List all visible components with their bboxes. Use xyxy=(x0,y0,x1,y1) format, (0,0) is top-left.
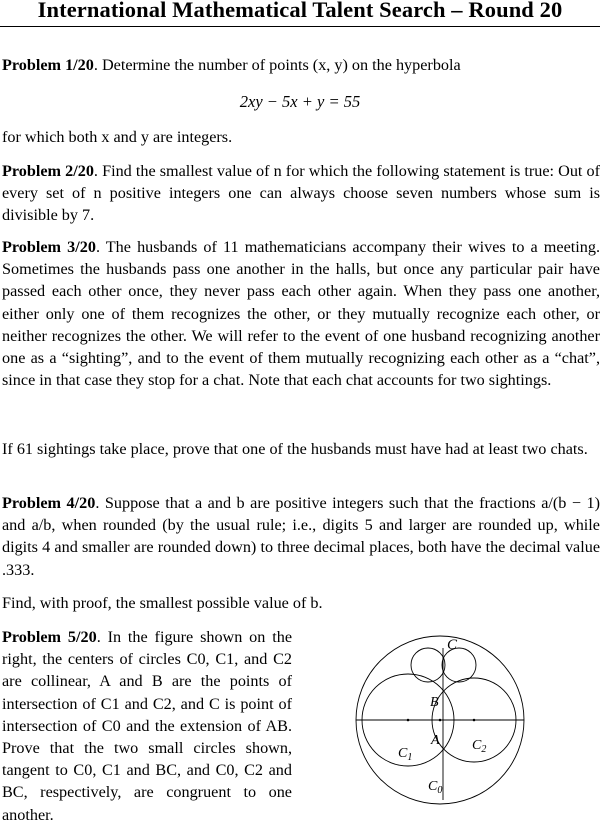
problem-4: Problem 4/20. Suppose that a and b are positive integers such that the fractions a/(b − 1) and a/b, when rounded (by the usual rule; i.e., digits 5 and larger are rounded up, while digits 4 and smaller are rounded down) to three decimal places, both have the decimal value .333. xyxy=(2,494,600,579)
problem-1-label: Problem 1/20 xyxy=(2,56,94,74)
title-rule xyxy=(0,26,600,27)
circle-c0 xyxy=(356,636,524,804)
page-title: International Mathematical Talent Search – Round 20 xyxy=(37,0,563,22)
problem-3-part2: If 61 sightings take place, prove that one of the husbands must have had at least two chats. xyxy=(2,440,588,458)
small-circle-right xyxy=(442,648,476,682)
problem-5: Problem 5/20. In the figure shown on the right, the centers of circles C0, C1, and C2 are collinear, A and B are the points of intersection of C1 and C2, and C is point of intersection of C0 and the extension of AB. Prove that the two small circles shown, tangent to C0, C1 and BC, and C0, C2 and BC, respectively, are congruent to one another. xyxy=(2,628,293,824)
problem-4-label: Problem 4/20 xyxy=(2,494,96,512)
center-c2-dot xyxy=(473,719,476,722)
label-c0-sub: 0 xyxy=(437,785,443,796)
problem-3-text: The husbands of 11 mathematicians accompany their wives to a meeting. Sometimes the husbands pass one another in the halls, but once any particular pair have passed each other once, they never pass each other again. When they pass one another, either only one of them recognizes the other, or they mutually recognize each other, or neither recognizes the other. We will refer to the event of one husband recognizing another one as a “sighting”, and to the event of them mutually recognizing each other as a “chat”, since in that case they stop for a chat. Note that each chat accounts for two sightings. xyxy=(2,238,600,390)
center-c0-dot xyxy=(439,719,442,722)
label-c2: $C_2$ xyxy=(472,738,487,755)
problem-3-label: Problem 3/20 xyxy=(2,238,96,256)
problem-1: Problem 1/20. Determine the number of points (x, y) on the hyperbola xyxy=(2,56,461,74)
label-b: B xyxy=(430,695,439,710)
label-c2-sub: 2 xyxy=(481,744,487,755)
label-c0: $C_0$ xyxy=(428,779,443,796)
problem-5-text: In the figure shown on the right, the centers of circles C0, C1, and C2 are collinear, A and B are the points of intersection of C1 and C2, and C is point of intersection of C0 and the extension of AB. Prove that the two small circles shown, tangent to C0, C1 and BC, and C0, C2 and BC, respectively, are congruent to one another. xyxy=(2,628,293,824)
circle-c1 xyxy=(362,674,454,766)
problem-2-text: Find the smallest value of n for which the following statement is true: Out of every set of n positive integers one can always choose seven numbers whose sum is divisible by 7. xyxy=(2,162,600,225)
label-c1: $C_1$ xyxy=(398,746,413,763)
problem-5-label: Problem 5/20 xyxy=(2,628,97,646)
problem-3: Problem 3/20. The husbands of 11 mathematicians accompany their wives to a meeting. Sometimes the husbands pass one another in the halls, but once any particular pair have passed each other once, they never pass each other again. When they pass one another, either only one of them recognizes the other, or they mutually recognize each other, or neither recognizes the other. We will refer to the event of one husband recognizing another one as a “sighting”, and to the event of them mutually recognizing each other as a “chat”, since in that case they stop for a chat. Note that each chat accounts for two sightings. xyxy=(2,238,600,390)
label-a: A xyxy=(431,733,440,748)
circle-c2 xyxy=(432,678,516,762)
problem-1-equation: 2xy − 5x + y = 55 xyxy=(239,92,361,111)
problem-1-text: Determine the number of points (x, y) on the hyperbola xyxy=(101,56,461,74)
center-c1-dot xyxy=(407,719,410,722)
problem-2: Problem 2/20. Find the smallest value of n for which the following statement is true: Out of every set of n positive integers one can always choose seven numbers whose sum is divisible by 7. xyxy=(2,162,600,225)
problem-4-part2: Find, with proof, the smallest possible value of b. xyxy=(2,594,323,612)
small-circle-left xyxy=(411,648,445,682)
problem-2-label: Problem 2/20 xyxy=(2,162,94,180)
problem-1-after: for which both x and y are integers. xyxy=(2,128,233,146)
problem-4-text: Suppose that a and b are positive integers such that the fractions a/(b − 1) and a/b, when rounded (by the usual rule; i.e., digits 5 and larger are rounded up, while digits 4 and smaller are rounded down) to three decimal places, both have the decimal value .333. xyxy=(2,494,600,579)
label-c1-sub: 1 xyxy=(407,752,413,763)
label-c: C xyxy=(447,637,458,653)
